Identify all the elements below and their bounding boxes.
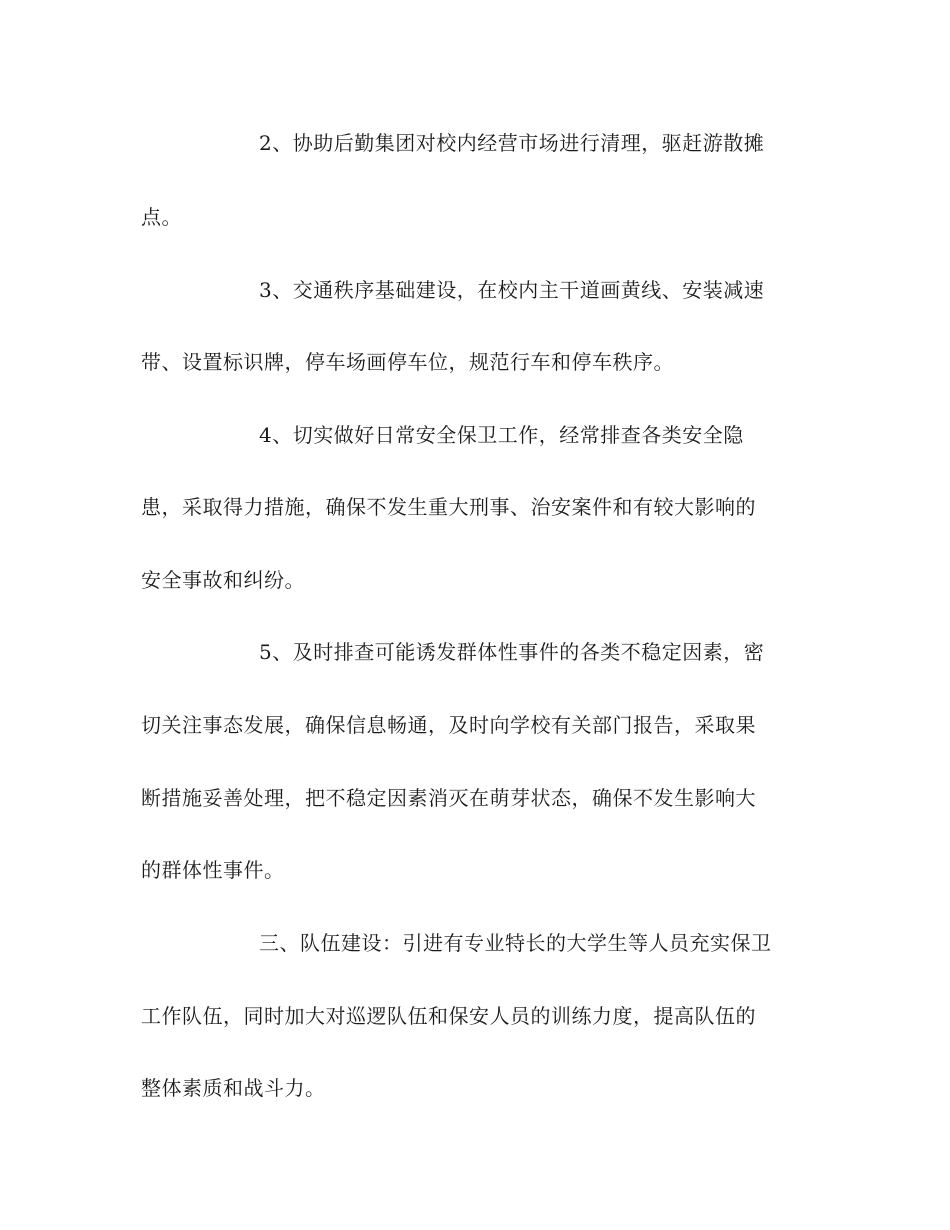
paragraph-5-line-3: 断措施妥善处理，把不稳定因素消灭在萌芽状态，确保不发生影响大 (141, 786, 756, 810)
paragraph-3-line-2: 带、设置标识牌，停车场画停车位，规范行车和停车秩序。 (141, 350, 674, 374)
paragraph-5-line-2: 切关注事态发展，确保信息畅通，及时向学校有关部门报告，采取果 (141, 713, 756, 737)
section-3-line-1: 三、队伍建设：引进有专业特长的大学生等人员充实保卫 (259, 931, 772, 955)
section-3-line-2: 工作队伍，同时加大对巡逻队伍和保安人员的训练力度，提高队伍的 (141, 1004, 756, 1028)
paragraph-4-line-2: 患，采取得力措施，确保不发生重大刑事、治安案件和有较大影响的 (141, 495, 756, 519)
paragraph-2-line-1: 2、协助后勤集团对校内经营市场进行清理，驱赶游散摊 (259, 131, 765, 155)
paragraph-5-line-1: 5、及时排查可能诱发群体性事件的各类不稳定因素，密 (259, 640, 765, 664)
paragraph-4-line-1: 4、切实做好日常安全保卫工作，经常排查各类安全隐 (259, 423, 744, 447)
paragraph-2-line-2: 点。 (141, 205, 182, 229)
paragraph-5-line-4: 的群体性事件。 (141, 858, 285, 882)
section-3-line-3: 整体素质和战斗力。 (141, 1076, 326, 1100)
paragraph-3-line-1: 3、交通秩序基础建设，在校内主干道画黄线、安装减速 (259, 278, 765, 302)
paragraph-4-line-3: 安全事故和纠纷。 (141, 568, 305, 592)
